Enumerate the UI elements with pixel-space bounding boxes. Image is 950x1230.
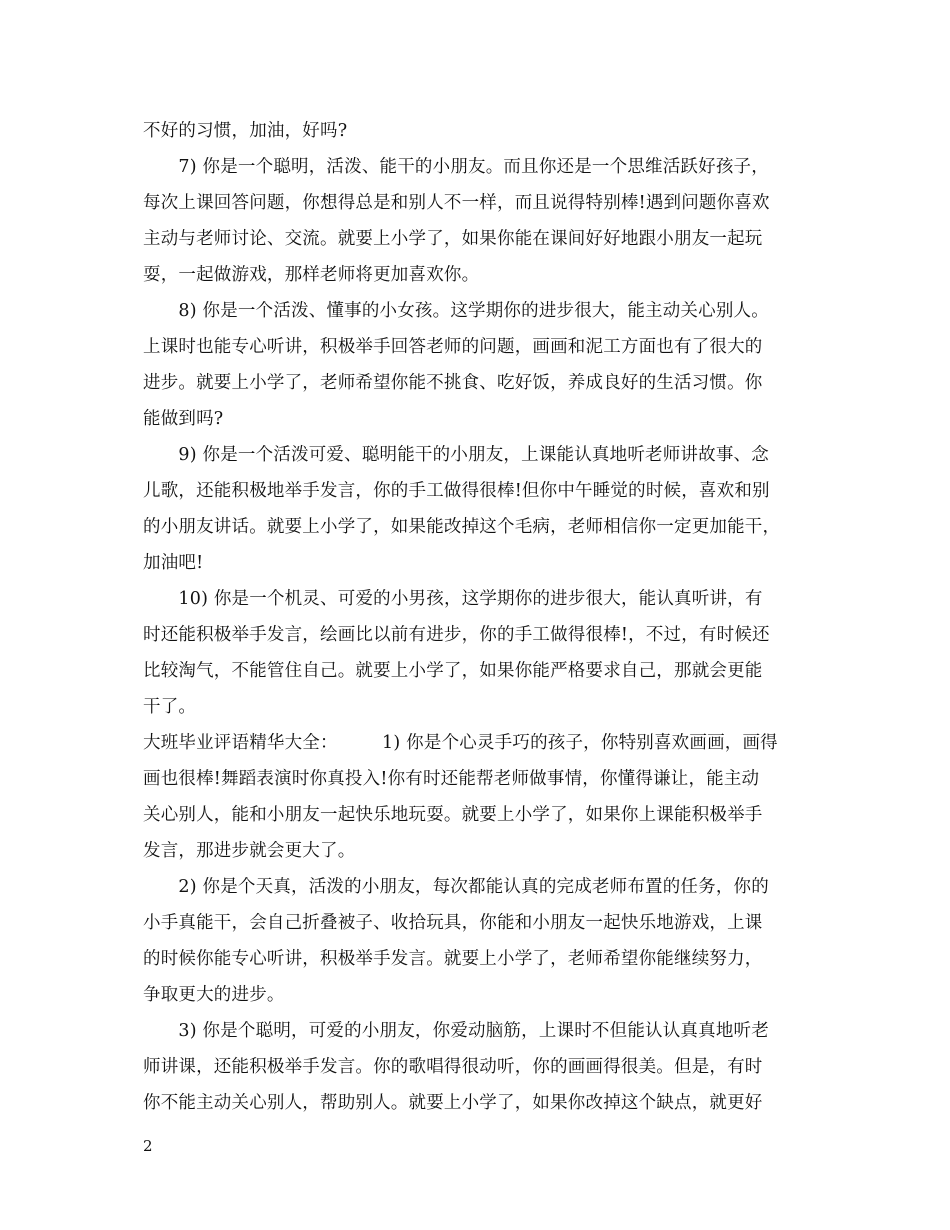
text-line: 主动与老师讨论、交流。就要上小学了，如果你能在课间好好地跟小朋友一起玩 <box>143 229 763 249</box>
text-line: 进步。就要上小学了，老师希望你能不挑食、吃好饭，养成良好的生活习惯。你 <box>143 373 763 393</box>
text-line: 关心别人，能和小朋友一起快乐地玩耍。就要上小学了，如果你上课能积极举手 <box>143 805 763 825</box>
text-line: 7) 你是一个聪明，活泼、能干的小朋友。而且你还是一个思维活跃好孩子， <box>143 157 769 177</box>
text-line: 的小朋友讲话。就要上小学了，如果能改掉这个毛病，老师相信你一定更加能干， <box>143 517 781 537</box>
text-line: 时还能积极举手发言，绘画比以前有进步，你的手工做得很棒!，不过，有时候还 <box>143 625 770 645</box>
text-line: 9) 你是一个活泼可爱、聪明能干的小朋友，上课能认真地听老师讲故事、念 <box>143 445 769 465</box>
text-line: 10) 你是一个机灵、可爱的小男孩，这学期你的进步很大，能认真听讲，有 <box>143 589 763 609</box>
text-line: 争取更大的进步。 <box>143 985 285 1005</box>
body-text <box>143 113 813 1121</box>
text-line: 师讲课，还能积极举手发言。你的歌唱得很动听，你的画画得很美。但是，有时 <box>143 1057 763 1077</box>
text-line: 的时候你能专心听讲，积极举手发言。就要上小学了，老师希望你能继续努力， <box>143 949 763 969</box>
text-line: 2) 你是个天真，活泼的小朋友，每次都能认真的完成老师布置的任务，你的 <box>143 877 769 897</box>
text-line: 加油吧! <box>143 553 204 573</box>
text-line: 大班毕业评语精华大全： 1) 你是个心灵手巧的孩子，你特别喜欢画画，画得 <box>143 733 778 753</box>
text-line: 儿歌，还能积极地举手发言，你的手工做得很棒!但你中午睡觉的时候，喜欢和别 <box>143 481 770 501</box>
page-number: 2 <box>143 1137 153 1155</box>
text-line: 小手真能干，会自己折叠被子、收拾玩具，你能和小朋友一起快乐地游戏，上课 <box>143 913 763 933</box>
text-line: 发言，那进步就会更大了。 <box>143 841 356 861</box>
text-line: 上课时也能专心听讲，积极举手回答老师的问题，画画和泥工方面也有了很大的 <box>143 337 763 357</box>
text-line: 你不能主动关心别人，帮助别人。就要上小学了，如果你改掉这个缺点，就更好 <box>143 1093 763 1113</box>
text-line: 画也很棒!舞蹈表演时你真投入!你有时还能帮老师做事情，你懂得谦让，能主动 <box>143 769 760 789</box>
text-line: 耍，一起做游戏，那样老师将更加喜欢你。 <box>143 265 480 285</box>
text-line: 每次上课回答问题，你想得总是和别人不一样，而且说得特别棒!遇到问题你喜欢 <box>143 193 770 213</box>
text-line: 能做到吗? <box>143 409 224 429</box>
text-line: 比较淘气，不能管住自己。就要上小学了，如果你能严格要求自己，那就会更能 <box>143 661 763 681</box>
text-line: 3) 你是个聪明，可爱的小朋友，你爱动脑筋，上课时不但能认认真真地听老 <box>143 1021 769 1041</box>
text-line: 干了。 <box>143 697 197 717</box>
text-line: 8) 你是一个活泼、懂事的小女孩。这学期你的进步很大，能主动关心别人。 <box>143 301 769 321</box>
text-line: 不好的习惯，加油，好吗? <box>143 121 348 141</box>
